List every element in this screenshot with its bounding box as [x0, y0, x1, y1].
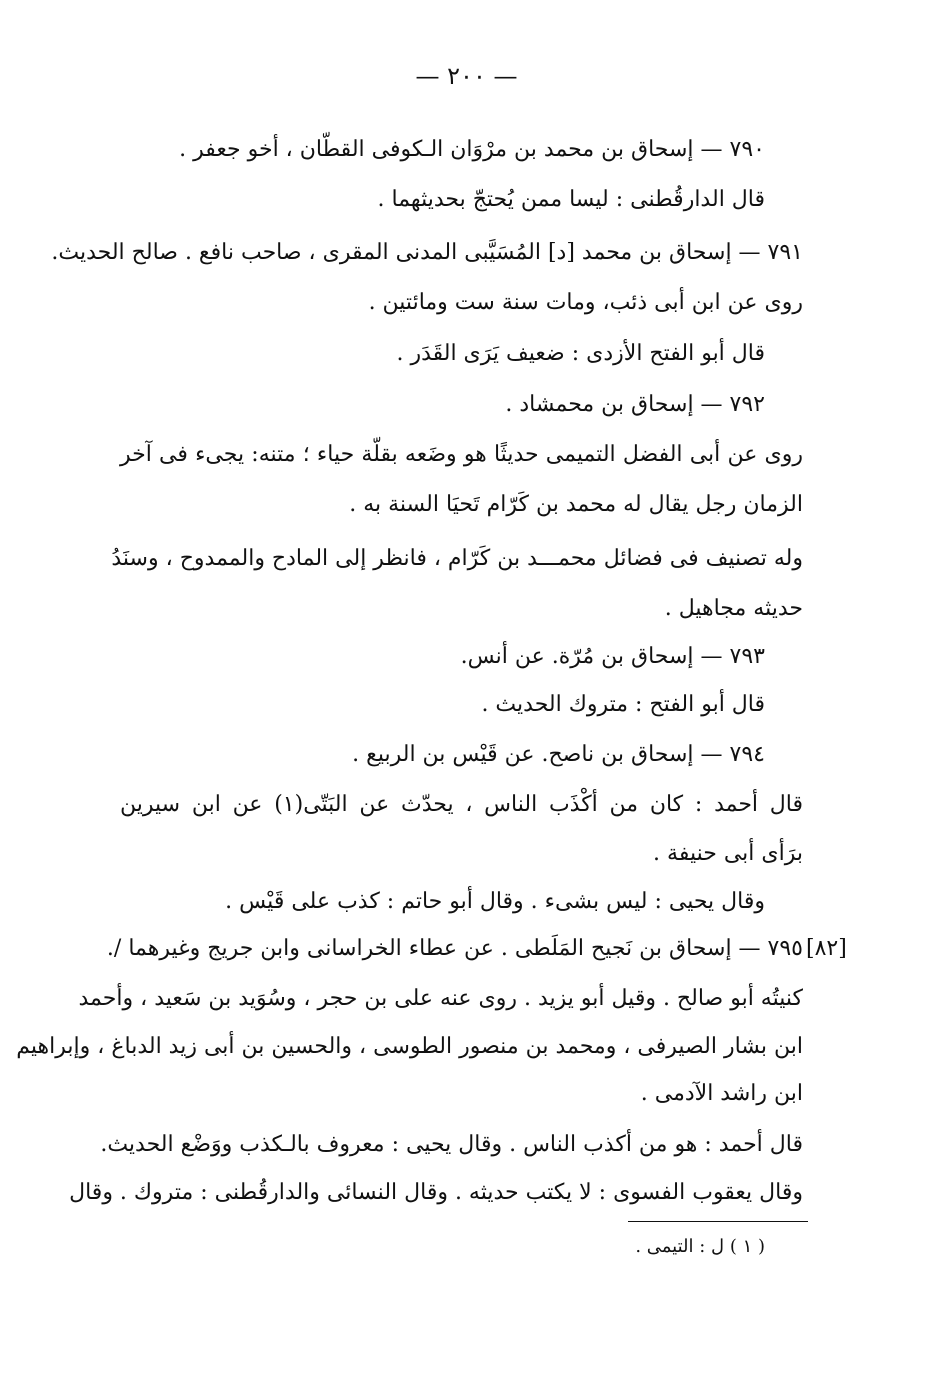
- text-line: وقال يحيى : ليس بشىء . وقال أبو حاتم : كذب على قَيْس .: [225, 889, 765, 914]
- page-number: — ٢٠٠ —: [415, 62, 518, 90]
- text-line: ابن راشد الآدمى .: [640, 1081, 803, 1106]
- text-line: قال أحمد : كان من أكْذَب الناس ، يحدّث عن البَتّى(١) عن ابن سيرين: [120, 792, 803, 817]
- text-line: برَأى أبى حنيفة .: [653, 841, 803, 866]
- text-line: وقال يعقوب الفسوى : لا يكتب حديثه . وقال النسائى والدارقُطنى : متروك . وقال: [69, 1180, 803, 1205]
- footnote: ( ١ ) ل : التيمى .: [635, 1236, 765, 1257]
- entry-794-heading: ٧٩٤ — إسحاق بن ناصح. عن قَيْس بن الربيع .: [352, 742, 765, 767]
- text-line: الزمان رجل يقال له محمد بن كَرّام تَحيَا السنة به .: [349, 492, 803, 517]
- margin-reference: [٨٢]: [806, 936, 847, 961]
- entry-791-heading: ٧٩١ — إسحاق بن محمد [د] المُسَيَّبى المدنى المقرى ، صاحب نافع . صالح الحديث.: [51, 240, 803, 265]
- text-line: وله تصنيف فى فضائل محمـــد بن كَرّام ، فانظر إلى المادح والممدوح ، وسنَدُ: [111, 546, 803, 571]
- text-line: قال الدارقُطنى : ليسا ممن يُحتجّ بحديثهما .: [377, 187, 765, 212]
- footnote-divider: [628, 1221, 808, 1222]
- entry-792-heading: ٧٩٢ — إسحاق بن محمشاد .: [505, 392, 765, 417]
- text-line: كنيتُه أبو صالح . وقيل أبو يزيد . روى عنه على بن حجر ، وسُوَيد بن سَعيد ، وأحمد: [78, 986, 803, 1011]
- text-line: قال أبو الفتح : متروك الحديث .: [481, 692, 765, 717]
- text-line: روى عن أبى الفضل التميمى حديثًا هو وضَعه بقلّة حياء ؛ متنه: يجىء فى آخر: [120, 442, 803, 467]
- entry-793-heading: ٧٩٣ — إسحاق بن مُرّة. عن أنس.: [460, 644, 765, 669]
- entry-790-heading: ٧٩٠ — إسحاق بن محمد بن مرْوَان الـكوفى القطّان ، أخو جعفر .: [179, 137, 765, 162]
- text-line: ابن بشار الصيرفى ، ومحمد بن منصور الطوسى ، والحسين بن أبى زيد الدباغ ، وإبراهيم: [16, 1034, 803, 1059]
- text-line: روى عن ابن أبى ذئب، ومات سنة ست ومائتين .: [368, 290, 803, 315]
- text-line: قال أحمد : هو من أكذب الناس . وقال يحيى : معروف بالـكذب ووَضْع الحديث.: [100, 1132, 803, 1157]
- text-line: قال أبو الفتح الأزدى : ضعيف يَرَى القَدَر .: [396, 341, 765, 366]
- entry-795-heading: ٧٩٥ — إسحاق بن نَجيح المَلَطى . عن عطاء الخراسانى وابن جريج وغيرهما /.: [106, 936, 803, 961]
- text-line: حديثه مجاهيل .: [664, 596, 803, 621]
